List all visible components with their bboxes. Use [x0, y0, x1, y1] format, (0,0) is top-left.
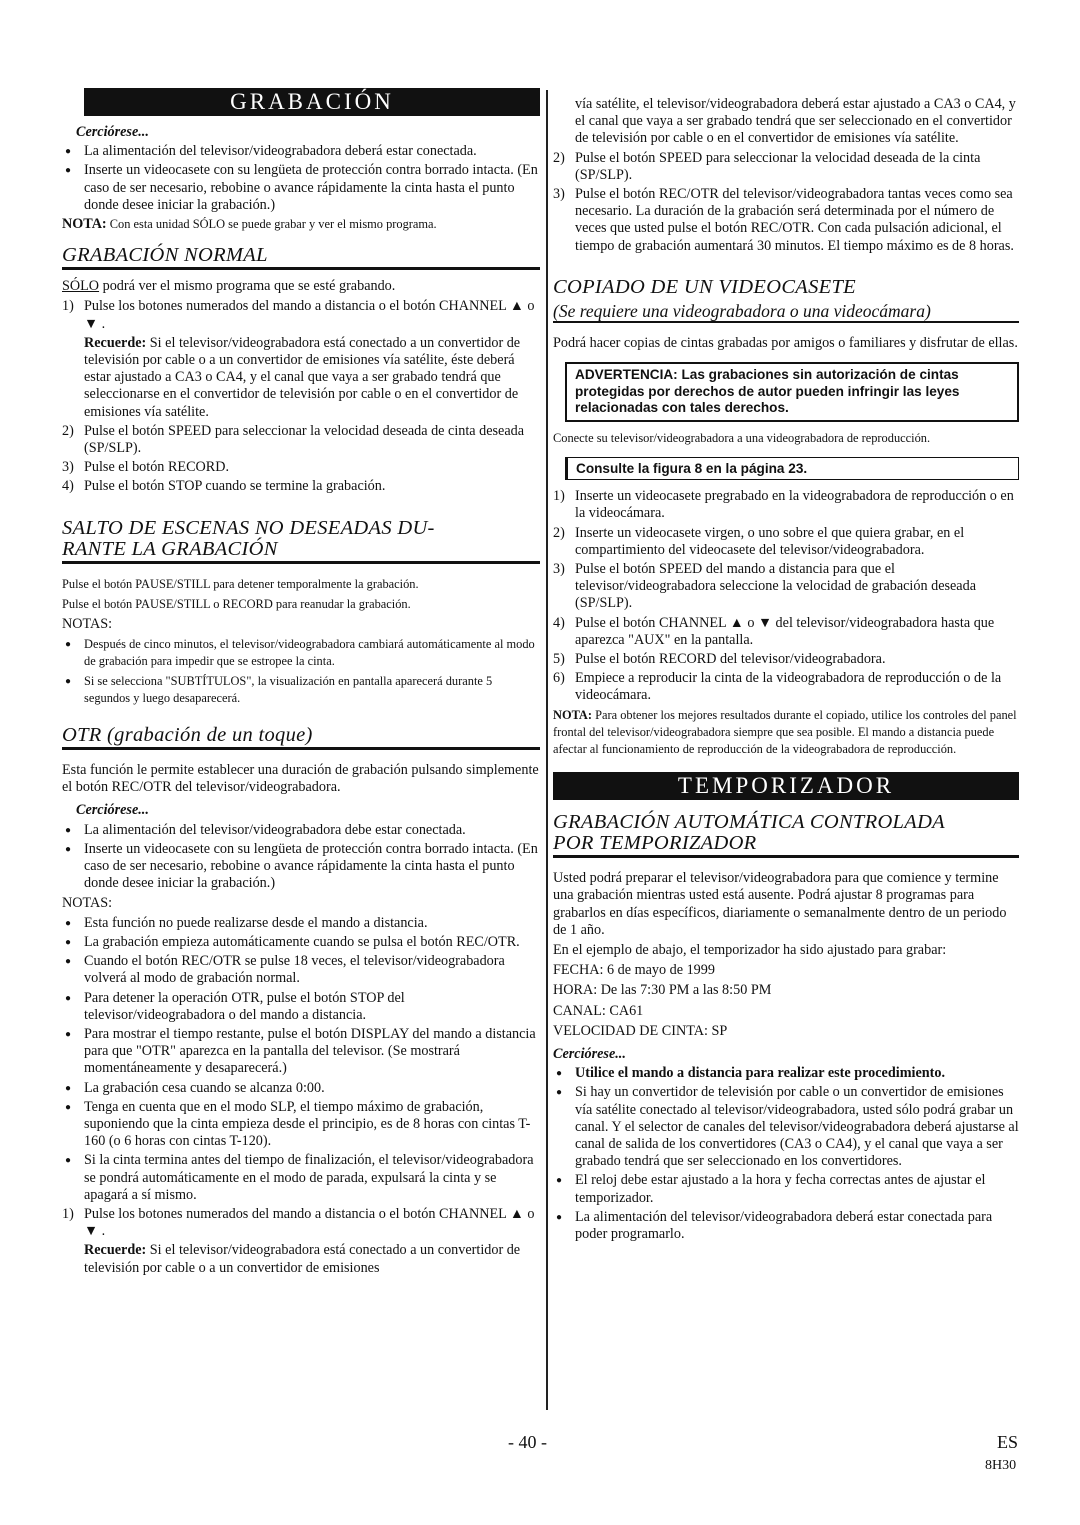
bullet-item: ● Si la cinta termina antes del tiempo de finalización, el televisor/videograbadora se pondrá automáticamente en el modo de parada, expulsará la cinta y se apagará a sí mismo.	[62, 1152, 540, 1204]
step-item	[553, 651, 1019, 668]
step-text: Pulse el botón RECORD.	[84, 459, 230, 476]
bullet-item: ● La alimentación del televisor/videograbadora deberá estar conectada.	[62, 143, 540, 160]
bullet-item: ● Inserte un videocasete con su lengüeta de protección contra borrado intacta. (En caso de ser necesario, rebobine o avance rápidamente la cinta hasta el punto donde desee iniciar la grabación.)	[62, 162, 540, 214]
cerciorese-label: Cerciórese...	[76, 124, 149, 140]
step-item	[62, 298, 540, 332]
continuation-text: vía satélite, el televisor/videograbadora deberá estar ajustado a CA3 o CA4, y el canal que vaya a ser grabado tendrá que ser seleccionado en el convertidor de televisión por cable o en el convertidor de emisiones vía satélite.	[575, 96, 1016, 147]
step-item	[553, 561, 1019, 613]
consulte-box: Consulte la figura 8 en la página 23.	[565, 457, 1019, 480]
solo-text: podrá ver el mismo programa que se esté grabando.	[99, 278, 396, 295]
step-text: Pulse el botón STOP cuando se termine la grabación.	[84, 478, 386, 495]
section-salto-escenas	[62, 518, 540, 564]
step-item	[62, 423, 540, 457]
advertencia-box: ADVERTENCIA: Las grabaciones sin autorización de cintas protegidas por derechos de autor pueden infringir las leyes relacionadas con tales derechos.	[565, 362, 1019, 422]
section-grabacion-normal: GRABACIÓN NORMAL	[62, 245, 540, 270]
nota-text: Para obtener los mejores resultados durante el copiado, utilice los controles del panel frontal del televisor/videograbadora siempre que sea posible. El mando a distancia puede afectar al funcionamiento de reproducción de la videograbadora de reproducción.	[553, 707, 1017, 756]
step-item	[553, 186, 1019, 255]
step-text: Inserte un videocasete virgen, o uno sobre el que quiera grabar, en el compartimiento del videocasete del televisor/videograbadora.	[575, 524, 965, 558]
bullet-item: ● Si se selecciona "SUBTÍTULOS", la visualización en pantalla aparecerá durante 5 segundos y luego desaparecerá.	[62, 673, 540, 707]
step-number: 2)	[553, 524, 565, 541]
step-number: 5)	[553, 650, 565, 667]
solo-paragraph	[62, 278, 540, 295]
nota-label: NOTA:	[553, 707, 593, 722]
model-code: 8H30	[985, 1458, 1017, 1473]
step-number: 1)	[62, 1205, 74, 1222]
notas-label: NOTAS:	[62, 616, 113, 633]
step-text: Inserte un videocasete pregrabado en la videograbadora de reproducción o en la videocámara.	[575, 488, 1014, 522]
step-item	[553, 525, 1019, 559]
step-number: 1)	[62, 298, 74, 315]
recuerde-paragraph	[62, 1242, 540, 1276]
cerciorese-label: Cerciórese...	[76, 802, 149, 819]
fecha-line: FECHA: 6 de mayo de 1999	[553, 962, 715, 979]
section-salto-line1: SALTO DE ESCENAS NO DESEADAS DU-	[62, 516, 435, 539]
bullet-item: ● Para detener la operación OTR, pulse el botón STOP del televisor/videograbadora o del mando a distancia.	[62, 990, 540, 1024]
section-grabacion-automatica	[553, 812, 1019, 858]
canal-line: CANAL: CA61	[553, 1002, 644, 1019]
step-text: Pulse el botón SPEED para seleccionar la velocidad deseada de cinta deseada (SP/SLP).	[84, 422, 525, 457]
bullet-item: ● Después de cinco minutos, el televisor/videograbadora cambiará automáticamente al modo de grabación para impedir que se estropee la cinta.	[62, 636, 540, 670]
step-item	[62, 1206, 540, 1240]
step-number: 6)	[553, 670, 565, 687]
hora-line: HORA: De las 7:30 PM a las 8:50 PM	[553, 982, 772, 999]
language-code: ES	[997, 1432, 1019, 1452]
solo-word: SÓLO	[62, 278, 100, 295]
right-column	[553, 96, 1019, 1245]
cerciorese-list	[553, 1084, 1019, 1243]
bullet-item: ● La grabación cesa cuando se alcanza 0:00.	[62, 1080, 540, 1097]
step-item	[62, 478, 540, 495]
recuerde-paragraph	[62, 335, 540, 421]
step-number: 4)	[62, 478, 74, 495]
step-text: Pulse el botón SPEED para seleccionar la velocidad deseada de la cinta (SP/SLP).	[575, 149, 981, 183]
salto-paragraph-1: Pulse el botón PAUSE/STILL para detener temporalmente la grabación.	[62, 576, 419, 591]
step-number: 1)	[553, 488, 565, 505]
recuerde-label: Recuerde:	[84, 334, 147, 351]
nota-paragraph	[62, 216, 540, 233]
step-item	[553, 488, 1019, 522]
bullet-item: ● Cuando el botón REC/OTR se pulse 18 veces, el televisor/videograbadora volverá al modo de grabación normal.	[62, 953, 540, 987]
copiado-subtitle: (Se requiere una videograbadora o una videocámara)	[553, 303, 1019, 323]
section-auto-line2: POR TEMPORIZADOR	[553, 832, 757, 855]
otr-notes-list	[62, 915, 540, 1204]
recuerde-text: Si el televisor/videograbadora está conectado a un convertidor de televisión por cable o a un convertidor de emisiones vía satélite, éste deberá estar ajustado a CA3 o CA4, y el canal que vaya a ser grabado tendrá que seleccionarse en el convertidor de televisión por cable o en el convertidor de emisiones vía satélite.	[84, 334, 521, 420]
recuerde-label: Recuerde:	[84, 1242, 147, 1259]
bullet-item: ● La alimentación del televisor/videograbadora debe estar conectada.	[62, 822, 540, 839]
temporizador-banner: TEMPORIZADOR	[553, 772, 1019, 800]
cerciorese-list	[62, 143, 540, 214]
nota-text: Con esta unidad SÓLO se puede grabar y ver el mismo programa.	[106, 217, 437, 232]
step-number: 4)	[553, 614, 565, 631]
copiado-intro: Podrá hacer copias de cintas grabadas por amigos o familiares y disfrutar de ellas.	[553, 335, 1018, 352]
notas-label: NOTAS:	[62, 894, 113, 911]
section-copiado: COPIADO DE UN VIDEOCASETE	[553, 275, 857, 298]
column-divider	[546, 90, 548, 1410]
step-text: Empiece a reproducir la cinta de la videograbadora de reproducción o de la videocámara.	[575, 670, 1002, 704]
step-number: 2)	[62, 422, 74, 439]
step-text: Pulse el botón CHANNEL ▲ o ▼ del televisor/videograbadora hasta que aparezca "AUX" en la pantalla.	[575, 614, 995, 648]
bullet-item: ● Inserte un videocasete con su lengüeta de protección contra borrado intacta. (En caso de ser necesario, rebobine o avance rápidamente la cinta hasta el punto donde desee iniciar la grabación.)	[62, 841, 540, 893]
bullet-item: ● Tenga en cuenta que en el modo SLP, el tiempo máximo de grabación, suponiendo que la cinta empieza desde el principio, es de 8 horas con cintas T-160 (o 6 horas con cintas T-120).	[62, 1099, 540, 1151]
bullet-item: ● Utilice el mando a distancia para realizar este procedimiento.	[553, 1065, 1019, 1082]
otr-intro: Esta función le permite establecer una duración de grabación pulsando simplemente el botón REC/OTR del televisor/videograbadora.	[62, 762, 539, 796]
left-column	[62, 88, 540, 1279]
salto-paragraph-2: Pulse el botón PAUSE/STILL o RECORD para reanudar la grabación.	[62, 596, 411, 611]
bullet-item: ● La grabación empieza automáticamente cuando se pulsa el botón REC/OTR.	[62, 934, 540, 951]
section-auto-line1: GRABACIÓN AUTOMÁTICA CONTROLADA	[553, 811, 945, 834]
page-number: - 40 -	[508, 1432, 547, 1452]
bullet-item: ● Si hay un convertidor de televisión por cable o un convertidor de emisiones vía satélite conectado al televisor/videograbadora, usted sólo podrá grabar un canal. Y el selector de canales del televisor/videograbadora deberá ajustarse al canal de salida de los convertidores (CA3 o CA4), y el canal que vaya a ser grabado tendrá que ser seleccionado en los convertidores.	[553, 1084, 1019, 1170]
step-text: Pulse los botones numerados del mando a distancia o el botón CHANNEL ▲ o ▼ .	[84, 298, 535, 332]
nota-label: NOTA:	[62, 216, 107, 233]
step-text: Pulse el botón RECORD del televisor/videograbadora.	[575, 650, 886, 667]
auto-ejemplo: En el ejemplo de abajo, el temporizador ha sido ajustado para grabar:	[553, 942, 947, 958]
step-item	[553, 150, 1019, 184]
step-text: Pulse el botón SPEED del mando a distancia para que el televisor/videograbadora seleccione la velocidad de grabación deseada (SP/SLP).	[575, 560, 976, 612]
copiado-steps-list	[553, 488, 1019, 704]
step-item	[553, 670, 1019, 704]
bullet-item: ● La alimentación del televisor/videograbadora deberá estar conectada para poder programarlo.	[553, 1209, 1019, 1243]
grabacion-banner: GRABACIÓN	[84, 88, 540, 116]
velocidad-line: VELOCIDAD DE CINTA: SP	[553, 1022, 728, 1039]
bullet-item: ● Esta función no puede realizarse desde el mando a distancia.	[62, 915, 540, 932]
section-otr: OTR (grabación de un toque)	[62, 725, 540, 750]
bullet-item: ● El reloj debe estar ajustado a la hora y fecha correctas antes de ajustar el temporizador.	[553, 1172, 1019, 1206]
cerciorese-label: Cerciórese...	[553, 1046, 626, 1063]
cerciorese-list	[62, 822, 540, 893]
continuation-paragraph	[553, 96, 1019, 148]
nota-paragraph	[553, 707, 1019, 759]
section-salto-line2: RANTE LA GRABACIÓN	[62, 537, 278, 560]
conecte-paragraph: Conecte su televisor/videograbadora a una videograbadora de reproducción.	[553, 430, 931, 445]
step-text: Pulse los botones numerados del mando a distancia o el botón CHANNEL ▲ o ▼ .	[84, 1205, 535, 1240]
salto-notes-list	[62, 636, 540, 707]
step-item	[553, 615, 1019, 649]
step-number: 3)	[62, 459, 74, 476]
step-text: Pulse el botón REC/OTR del televisor/videograbadora tantas veces como sea necesario. La duración de la grabación será determinada por el número de veces que usted pulse el botón REC/OTR. Con cada pulsación adicional, el tiempo de grabación aumentará 30 minutos. El tiempo máximo es de 8 horas.	[575, 186, 1014, 254]
step-number: 3)	[553, 186, 565, 203]
step-number: 2)	[553, 149, 565, 166]
step-number: 3)	[553, 560, 565, 577]
step-item	[62, 459, 540, 476]
auto-intro: Usted podrá preparar el televisor/videograbadora para que comience y termine una grabación mientras usted está ausente. Podrá ajustar 8 programas para grabarlos en días específicos, diariamente o semanalmente dentro de un periodo de 1 año.	[553, 870, 1007, 938]
recuerde-text: Si el televisor/videograbadora está conectado a un convertidor de televisión por cable o a un convertidor de emisiones	[84, 1242, 521, 1276]
bullet-item: ● Para mostrar el tiempo restante, pulse el botón DISPLAY del mando a distancia para que "OTR" aparezca en la pantalla del televisor. (Se mostrará momentáneamente y desaparecerá.)	[62, 1026, 540, 1078]
